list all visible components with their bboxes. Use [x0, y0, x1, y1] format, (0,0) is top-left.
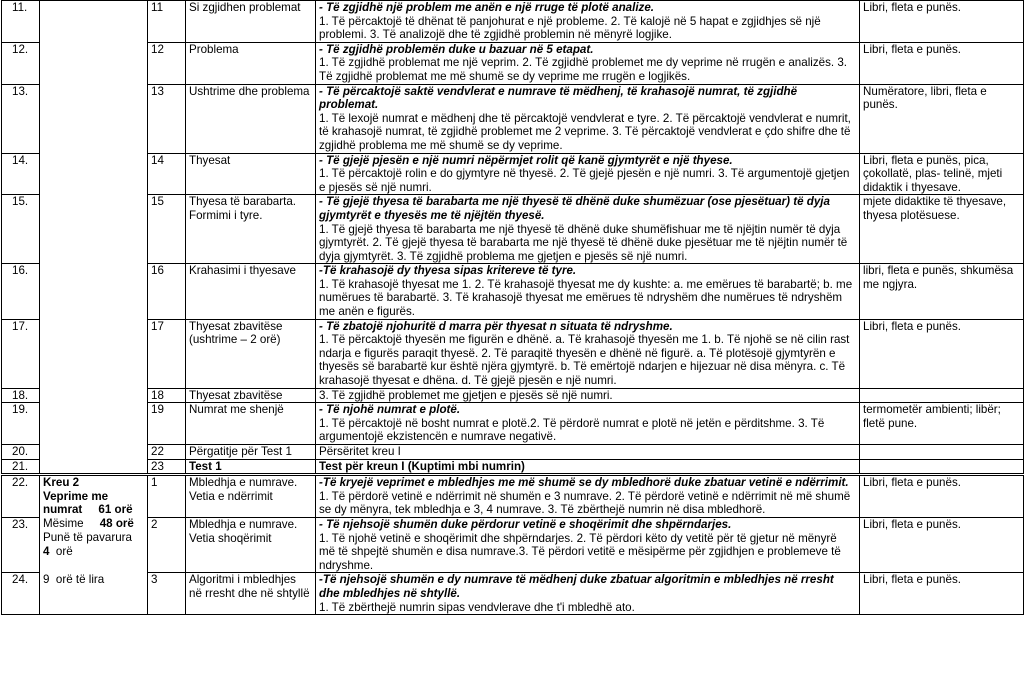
lesson-number: 17 — [148, 319, 186, 388]
row-number: 22. — [2, 475, 40, 518]
resources-cell: Numëratore, libri, fleta e punës. — [860, 84, 1024, 153]
table-row — [2, 573, 1024, 615]
unit-cell-lessons — [40, 517, 148, 572]
unit-hours-label: numrat — [43, 503, 83, 517]
unit-work-unit: orë — [55, 544, 73, 558]
row-number: 12. — [2, 42, 40, 84]
objective-details: 3. Të zgjidhë problemet me gjetjen e pjesës së një numri. — [319, 388, 613, 402]
lesson-topic: Thyesat — [186, 153, 316, 195]
lesson-number: 14 — [148, 153, 186, 195]
table-row — [2, 403, 1024, 445]
objective-details: 1. Të përcaktojë thyesën me figurën e dhënë. a. Të krahasojë thyesën me 1. b. Të njohë se në cilin rast ndarja e figurës paraqit thyesë. 2. Të paraqitë thyesën e dhënë në figurë. a. Të plotësojë gjymtyrën e thyesës së barabartë kur është njëra gjymtyrë. b. Të emërtojë ndarjen e hijezuar në disa mënyra. c. Të krahasojë thyesat e dhëna. d. Të gjejë pjesën e një numri. — [319, 333, 850, 388]
objective-heading: - Të njohë numrat e plotë. — [319, 403, 461, 417]
lesson-topic: Thyesat zbavitëse (ushtrime – 2 orë) — [186, 319, 316, 388]
resources-cell: Libri, fleta e punës. — [860, 42, 1024, 84]
objective-heading: - Të zbatojë njohuritë d marra për thyesat n situata të ndryshme. — [319, 319, 673, 333]
objective-details: 1. Të zbërthejë numrin sipas vendvlerave dhe t'i mbledhë ato. — [319, 600, 635, 614]
table-row — [2, 264, 1024, 319]
row-number: 16. — [2, 264, 40, 319]
table-row — [2, 1, 1024, 43]
lesson-number: 13 — [148, 84, 186, 153]
row-number: 20. — [2, 445, 40, 460]
objective-heading: - Të gjejë pjesën e një numri nëpërmjet rolit që kanë gjymtyrët e një thyese. — [319, 153, 733, 167]
objectives-cell — [316, 475, 860, 518]
objectives-cell — [316, 388, 860, 403]
lesson-topic: Test 1 — [186, 459, 316, 475]
lesson-topic: Thyesa të barabarta. Formimi i tyre. — [186, 195, 316, 264]
lesson-number: 19 — [148, 403, 186, 445]
row-number: 23. — [2, 517, 40, 572]
unit-free-label: orë të lira — [55, 572, 105, 586]
objectives-cell — [316, 517, 860, 572]
unit-cell-empty — [40, 264, 148, 319]
unit-work-label: Punë të pavarura — [43, 531, 132, 545]
unit-free-value: 9 — [43, 572, 50, 586]
objective-details: 1. Të lexojë numrat e mëdhenj dhe të përcaktojë vendvlerat e tyre. 2. Të përcaktojë vendvlerat e numrit, të krahasojë numrat, të zgjidhë problemet me 2 veprime. 3. Të përcaktojë vendvlerat e çdo shifre dhe të zgjidhë problema me më shumë se dy veprime. — [319, 111, 851, 152]
objectives-cell — [316, 195, 860, 264]
objective-details: 1. Të krahasojë thyesat me 1. 2. Të krahasojë thyesat me dy kushte: a. me emërues të barabartë; b. me numërues të barabartë. 3. Të krahasojë thyesat me emërues të ndryshëm dhe numërues të ndryshëm me anën e figurës. — [319, 277, 853, 319]
table-row — [2, 153, 1024, 195]
unit-hours-value: 61 orë — [98, 503, 133, 517]
lesson-topic: Numrat me shenjë — [186, 403, 316, 445]
lesson-topic: Krahasimi i thyesave — [186, 264, 316, 319]
table-row — [2, 319, 1024, 388]
row-number: 17. — [2, 319, 40, 388]
lesson-number: 22 — [148, 445, 186, 460]
table-row — [2, 459, 1024, 475]
resources-cell: Libri, fleta e punës. — [860, 319, 1024, 388]
table-row — [2, 517, 1024, 572]
objective-details: Përsëritet kreu I — [319, 445, 401, 458]
objective-details: 1. Të përcaktojë të dhënat të panjohurat e një probleme. 2. Të kalojë në 5 hapat e zgjidhjes së një problemi. 3. Të analizojë dhe të zgjidhë problemin në mënyrë logjike. — [319, 14, 821, 42]
resources-cell: Libri, fleta e punës, pica, çokollatë, plas- telinë, mjeti didaktik i thyesave. — [860, 153, 1024, 195]
unit-lessons-value: 48 orë — [99, 517, 134, 531]
unit-subtitle: Veprime me — [43, 489, 109, 503]
objectives-cell — [316, 42, 860, 84]
unit-cell-empty — [40, 388, 148, 403]
row-number: 21. — [2, 459, 40, 475]
objective-details: 1. Të përcaktojë në bosht numrat e plotë.2. Të përdorë numrat e plotë në jetën e përditshme. 3. Të argumentojë ekzistencën e numrave negativë. — [319, 416, 825, 444]
unit-title: Kreu 2 — [43, 476, 80, 490]
curriculum-table — [1, 0, 1024, 615]
objective-heading: - Të gjejë thyesa të barabarta me një thyesë të dhënë duke shumëzuar (ose pjesëtuar) të dyja gjymtyrët e thyesës me të njëjtën thyesë. — [319, 195, 830, 222]
objectives-cell — [316, 153, 860, 195]
lesson-number: 23 — [148, 459, 186, 475]
resources-cell: mjete didaktike të thyesave, thyesa plotësuese. — [860, 195, 1024, 264]
unit-cell-empty — [40, 195, 148, 264]
lesson-topic: Mbledhja e numrave. Vetia e ndërrimit — [186, 475, 316, 518]
unit-lessons-label: Mësime — [43, 517, 84, 531]
row-number: 13. — [2, 84, 40, 153]
unit-cell — [40, 475, 148, 518]
table-row — [2, 42, 1024, 84]
lesson-topic: Ushtrime dhe problema — [186, 84, 316, 153]
lesson-number: 18 — [148, 388, 186, 403]
objective-heading: - Të njehsojë shumën duke përdorur vetinë e shoqërimit dhe shpërndarjes. — [319, 517, 732, 531]
objective-heading: -Të krahasojë dy thyesa sipas kritereve të tyre. — [319, 264, 577, 278]
lesson-number: 3 — [148, 573, 186, 615]
row-number: 24. — [2, 573, 40, 615]
resources-cell — [860, 388, 1024, 403]
lesson-topic: Mbledhja e numrave. Vetia shoqërimit — [186, 517, 316, 572]
objectives-cell — [316, 264, 860, 319]
resources-cell: Libri, fleta e punës. — [860, 573, 1024, 615]
resources-cell: Libri, fleta e punës. — [860, 475, 1024, 518]
objective-details: 1. Të zgjidhë problemat me një veprim. 2. Të zgjidhë problemet me dy veprime në rrugën e analizës. 3. Të zgjidhë problemat me më shumë se dy veprime me rrugën e logjikës. — [319, 56, 848, 83]
row-number: 18. — [2, 388, 40, 403]
table-row — [2, 445, 1024, 460]
resources-cell: libri, fleta e punës, shkumësa me ngjyra. — [860, 264, 1024, 319]
lesson-topic: Si zgjidhen problemat — [186, 1, 316, 43]
resources-cell: Libri, fleta e punës. — [860, 517, 1024, 572]
objective-heading: - Të përcaktojë saktë vendvlerat e numrave të mëdhenj, të krahasojë numrat, të zgjidhë problemat. — [319, 84, 798, 112]
row-number: 11. — [2, 1, 40, 43]
unit-cell-empty — [40, 459, 148, 475]
unit-cell-empty — [40, 153, 148, 195]
objectives-cell — [316, 84, 860, 153]
unit-work-value: 4 — [43, 544, 50, 558]
lesson-number: 15 — [148, 195, 186, 264]
unit-cell-empty — [40, 84, 148, 153]
lesson-number: 16 — [148, 264, 186, 319]
objective-details: 1. Të gjejë thyesa të barabarta me një thyesë të dhënë duke shumëfishuar me të njëjtin numër të dyja gjymtyrët. 2. Të gjejë thyesa të barabarta me një thyesë të dhënë duke pjesëtuar me të njëjtin numër të dyja gjymtyrët. 3. Të zgjidhë problema me gjetjen e pjesës së një numri. — [319, 222, 848, 263]
unit-cell-empty — [40, 403, 148, 445]
row-number: 14. — [2, 153, 40, 195]
resources-cell: Libri, fleta e punës. — [860, 1, 1024, 43]
objectives-cell — [316, 573, 860, 615]
table-row — [2, 195, 1024, 264]
unit-cell-free — [40, 573, 148, 615]
lesson-number: 11 — [148, 1, 186, 43]
unit-cell-empty — [40, 42, 148, 84]
row-number: 15. — [2, 195, 40, 264]
unit-cell-empty — [40, 1, 148, 43]
objectives-cell — [316, 403, 860, 445]
resources-cell — [860, 445, 1024, 460]
objective-details: Test për kreun I (Kuptimi mbi numrin) — [319, 459, 525, 473]
unit-cell-empty — [40, 319, 148, 388]
lesson-topic: Problema — [186, 42, 316, 84]
table-row — [2, 84, 1024, 153]
objective-heading: -Të njehsojë shumën e dy numrave të mëdhenj duke zbatuar algoritmin e mbledhjes në rresht dhe mbledhjes në shtyllë. — [319, 573, 834, 600]
objectives-cell — [316, 445, 860, 460]
table-row — [2, 388, 1024, 403]
resources-cell: termometër ambienti; libër; fletë pune. — [860, 403, 1024, 445]
lesson-number: 12 — [148, 42, 186, 84]
objective-details: 1. Të përdorë vetinë e ndërrimit në shumën e 3 numrave. 2. Të përdorë vetinë e ndërrimit në më shumë se dy mënyra, tek mbledhja e 3, 4 numrave. 3. Të zbërthejë numrin në disa mbledhorë. — [319, 489, 851, 517]
objective-heading: -Të kryejë veprimet e mbledhjes me më shumë se dy mbledhorë duke zbatuar vetinë e ndërrimit. — [319, 476, 849, 490]
lesson-topic: Përgatitje për Test 1 — [186, 445, 316, 460]
lesson-topic: Thyesat zbavitëse — [186, 388, 316, 403]
lesson-topic: Algoritmi i mbledhjes në rresht dhe në shtyllë — [186, 573, 316, 615]
unit-cell-empty — [40, 445, 148, 460]
objectives-cell — [316, 319, 860, 388]
resources-cell — [860, 459, 1024, 475]
table-row — [2, 475, 1024, 518]
objective-details: 1. Të njohë vetinë e shoqërimit dhe shpërndarjes. 2. Të përdori këto dy vetitë për të gjetur në mënyrë më të shpejtë shumën e disa numrave.3. Të përdori vetitë e mësipërme për zgjidhjen e problemeve të ndryshme. — [319, 531, 841, 572]
objectives-cell — [316, 1, 860, 43]
lesson-number: 1 — [148, 475, 186, 518]
objective-details: 1. Të përcaktojë rolin e do gjymtyre në thyesë. 2. Të gjejë pjesën e një numri. 3. Të argumentojë gjetjen e pjesës së një numri. — [319, 167, 850, 194]
objectives-cell — [316, 459, 860, 475]
lesson-number: 2 — [148, 517, 186, 572]
objective-heading: - Të zgjidhë një problem me anën e një rruge të plotë analize. — [319, 1, 655, 14]
row-number: 19. — [2, 403, 40, 445]
objective-heading: - Të zgjidhë problemën duke u bazuar në 5 etapat. — [319, 42, 594, 56]
